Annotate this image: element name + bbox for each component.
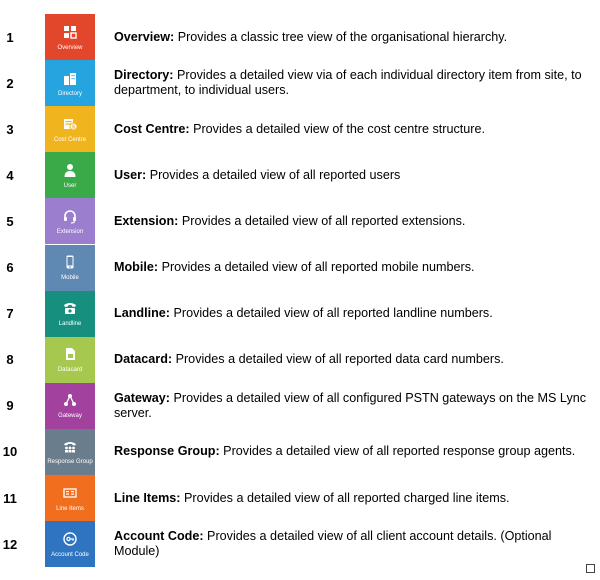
tile-label: Mobile xyxy=(61,275,79,281)
item-title: Account Code: xyxy=(114,529,204,544)
list-item xyxy=(0,291,600,337)
tile-datacard xyxy=(45,337,95,383)
headset-icon xyxy=(62,208,78,224)
tile-user xyxy=(45,152,95,198)
item-number: 2 xyxy=(6,75,14,91)
item-text: Provides a detailed view of all reported response group agents. xyxy=(219,444,576,459)
tile-response-group xyxy=(45,429,95,475)
item-text: Provides a detailed view via of each individual directory item from site, to department, to individual users. xyxy=(114,68,582,98)
item-description xyxy=(114,383,594,429)
item-description xyxy=(114,429,594,475)
item-text: Provides a detailed view of all reported charged line items. xyxy=(180,490,510,505)
tile-label: Cost Centre xyxy=(53,136,86,143)
resize-handle xyxy=(586,564,595,573)
item-title: Directory: xyxy=(114,68,174,83)
list-item xyxy=(0,429,600,475)
list-item xyxy=(0,60,600,106)
item-number: 3 xyxy=(6,121,14,137)
tile-line-items xyxy=(45,475,95,521)
tile-gateway xyxy=(45,383,95,429)
tile-label: Directory xyxy=(57,90,82,97)
list-item xyxy=(0,152,600,198)
item-description xyxy=(114,152,594,198)
item-text: Provides a detailed view of all reported extensions. xyxy=(178,213,466,228)
item-number: 8 xyxy=(6,352,14,368)
tile-mobile xyxy=(45,245,95,291)
tile-account-code xyxy=(45,521,95,567)
item-text: Provides a detailed view of all configured PSTN gateways on the MS Lync server. xyxy=(114,390,587,420)
item-number: 10 xyxy=(2,444,18,460)
list-card-icon xyxy=(62,485,78,501)
network-icon xyxy=(62,392,78,408)
list-item xyxy=(0,14,600,60)
item-title: User: xyxy=(114,167,147,182)
landline-phone-icon xyxy=(62,300,78,316)
tile-label: Landline xyxy=(58,321,82,328)
tile-landline xyxy=(45,291,95,337)
account-code-icon xyxy=(62,531,78,547)
tile-overview xyxy=(45,14,95,60)
tile-extension xyxy=(45,198,95,244)
item-description xyxy=(114,475,594,521)
item-text: Provides a detailed view of all client account details. (Optional Module) xyxy=(114,529,552,559)
tile-label: Gateway xyxy=(58,413,82,420)
list-item xyxy=(0,337,600,383)
tile-label: Overview xyxy=(57,44,83,51)
item-description xyxy=(114,337,594,383)
tile-label: Account Code xyxy=(51,551,89,558)
buildings-icon xyxy=(62,70,78,86)
item-title: Gateway: xyxy=(114,390,170,405)
item-title: Datacard: xyxy=(114,352,173,367)
list-item xyxy=(0,521,600,567)
item-description xyxy=(114,291,594,337)
item-title: Line Items: xyxy=(114,490,181,505)
item-number: 11 xyxy=(3,490,17,506)
item-text: Provides a classic tree view of the organisational hierarchy. xyxy=(174,29,508,44)
mobile-phone-icon xyxy=(62,254,78,270)
item-title: Response Group: xyxy=(114,444,220,459)
item-title: Extension: xyxy=(114,213,179,228)
list-item xyxy=(0,245,600,291)
item-title: Overview: xyxy=(114,29,175,44)
group-phone-icon xyxy=(62,438,78,454)
item-title: Mobile: xyxy=(114,260,159,274)
item-number: 1 xyxy=(6,29,14,45)
tile-label: Extension xyxy=(56,228,84,235)
item-text: Provides a detailed view of all reported landline numbers. xyxy=(169,306,493,321)
tile-label: User xyxy=(63,182,77,189)
item-number: 12 xyxy=(2,536,18,552)
item-description xyxy=(114,106,594,152)
item-description xyxy=(114,245,594,291)
grid-icon xyxy=(62,24,78,40)
item-title: Landline: xyxy=(114,306,170,321)
list-item xyxy=(0,106,600,152)
list-item xyxy=(0,475,600,521)
tile-label: Line Items xyxy=(56,505,84,512)
item-text: Provides a detailed view of all reported mobile numbers. xyxy=(158,260,475,274)
item-text: Provides a detailed view of all reported data card numbers. xyxy=(172,352,504,367)
svg-text:$: $ xyxy=(71,124,76,131)
sim-card-icon xyxy=(62,346,78,362)
item-text: Provides a detailed view of the cost centre structure. xyxy=(189,121,485,136)
item-description xyxy=(114,60,594,106)
item-number: 4 xyxy=(6,167,14,183)
tile-cost-centre xyxy=(45,106,95,152)
item-text: Provides a detailed view of all reported users xyxy=(146,167,401,182)
list-item xyxy=(0,383,600,429)
item-description xyxy=(114,521,594,567)
list-item xyxy=(0,198,600,244)
item-description xyxy=(114,198,594,244)
cost-centre-icon xyxy=(62,116,78,132)
item-number: 5 xyxy=(6,213,14,229)
tile-label: Response Group xyxy=(47,459,93,466)
user-icon xyxy=(62,162,78,178)
item-number: 6 xyxy=(6,260,14,275)
item-number: 9 xyxy=(6,398,14,414)
tile-directory xyxy=(45,60,95,106)
item-title: Cost Centre: xyxy=(114,121,190,136)
tile-label: Datacard xyxy=(57,367,83,374)
item-number: 7 xyxy=(6,306,14,322)
item-description xyxy=(114,14,594,60)
